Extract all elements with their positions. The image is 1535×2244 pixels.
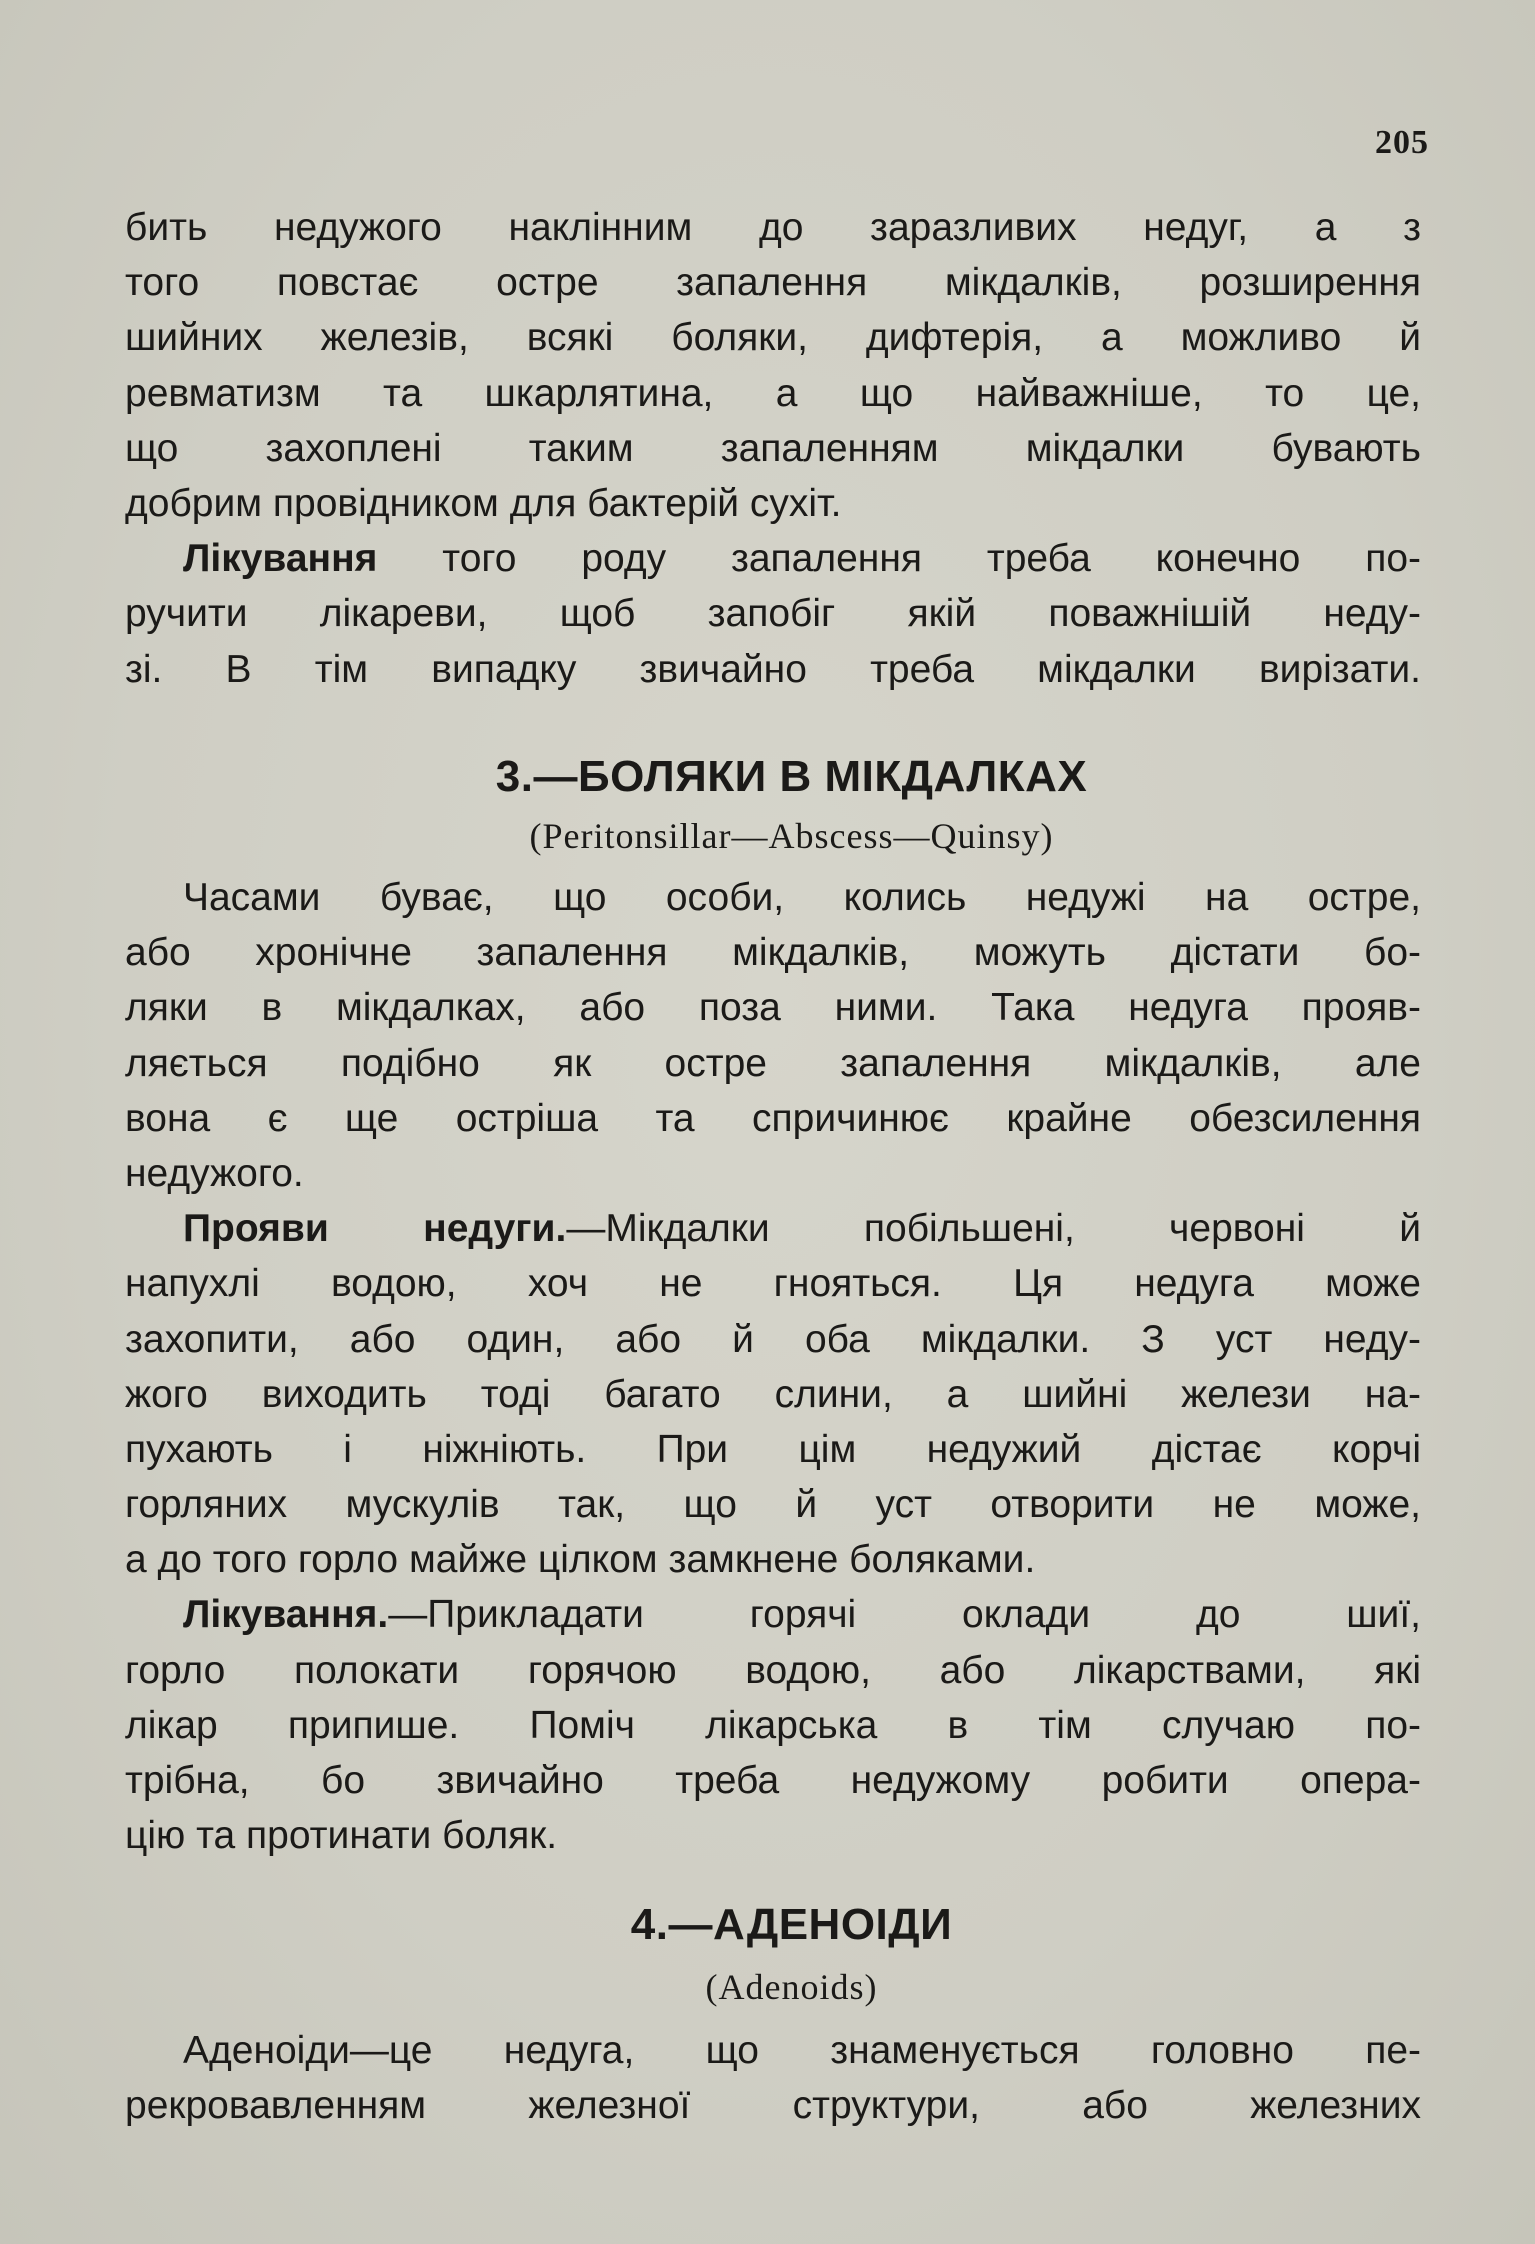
section-3-title: 3.—БОЛЯКИ В МІКДАЛКАХ <box>495 752 1088 801</box>
text-line: ляки в мікдалках, або поза ними. Така недуга прояв- <box>125 986 1421 1030</box>
text-line: горляних мускулів так, що й уст отворити не може, <box>125 1483 1421 1527</box>
text-fragment: —Мікдалки побільшені, червоні й <box>566 1207 1421 1251</box>
term-symptoms: Прояви недуги. <box>183 1207 567 1251</box>
section-3-text-block <box>125 870 1421 1863</box>
page-number: 205 <box>1375 124 1429 161</box>
section-4-subtitle: (Adenoids) <box>705 1967 878 2007</box>
section-3-subtitle: (Peritonsillar—Abscess—Quinsy) <box>529 816 1054 856</box>
text-line: вона є ще остріша та спричинює крайне обезсилення <box>125 1096 1421 1140</box>
text-line: пухають і ніжніють. При цім недужий дістає корчі <box>125 1427 1421 1471</box>
text-line: добрим провідником для бактерій сухіт. <box>125 481 842 525</box>
text-line: зі. В тім випадку звичайно треба мікдалки вирізати. <box>125 647 1421 691</box>
text-line: або хронічне запалення мікдалків, можуть дістати бо- <box>125 931 1421 975</box>
text-fragment: —Прикладати горячі оклади до шиї, <box>388 1593 1421 1637</box>
text-line: напухлі водою, хоч не гнояться. Ця недуга може <box>125 1262 1421 1306</box>
text-line: захопити, або один, або й оба мікдалки. З уст неду- <box>125 1317 1421 1361</box>
text-line: жого виходить тоді багато слини, а шийні желези на- <box>125 1372 1421 1416</box>
text-line: ручити лікареви, щоб запобіг якій поважнішій неду- <box>125 592 1421 636</box>
text-line: шийних железів, всякі боляки, дифтерія, а можливо й <box>125 316 1421 360</box>
text-line: того повстає остре запалення мікдалків, розширення <box>125 261 1421 305</box>
text-line: що захоплені таким запаленням мікдалки бувають <box>125 426 1421 470</box>
text-line: бить недужого наклінним до заразливих недуг, а з <box>125 206 1421 249</box>
section-4-title: 4.—АДЕНОІДИ <box>630 1900 953 1949</box>
text-line: Аденоіди—це недуга, що знаменується головно пе- <box>183 2029 1421 2072</box>
text-line: трібна, бо звичайно треба недужому робити опера- <box>125 1759 1421 1802</box>
text-fragment: того роду запалення треба конечно по- <box>377 537 1421 581</box>
text-line <box>125 1587 1421 1642</box>
section-4-text-block <box>125 2023 1421 2133</box>
text-line <box>125 1201 1421 1256</box>
text-line: ревматизм та шкарлятина, а що найважніше, то це, <box>125 371 1421 415</box>
intro-text-block <box>125 200 1421 697</box>
term-treatment: Лікування. <box>183 1593 389 1637</box>
text-line: цію та протинати боляк. <box>125 1814 558 1858</box>
text-line: рекровавленням железної структури, або железних <box>125 2084 1421 2128</box>
text-line: а до того горло майже цілком замкнене боляками. <box>125 1538 1036 1582</box>
text-line: горло полокати горячою водою, або лікарствами, які <box>125 1648 1421 1692</box>
text-line: Часами буває, що особи, колись недужі на остре, <box>183 876 1421 919</box>
text-line: недужого. <box>125 1151 304 1195</box>
text-line: лікар припише. Поміч лікарська в тім случаю по- <box>125 1703 1421 1747</box>
text-line: ляється подібно як остре запалення мікдалків, але <box>125 1041 1421 1085</box>
term-treatment: Лікування <box>183 537 378 581</box>
text-line <box>125 531 1421 586</box>
